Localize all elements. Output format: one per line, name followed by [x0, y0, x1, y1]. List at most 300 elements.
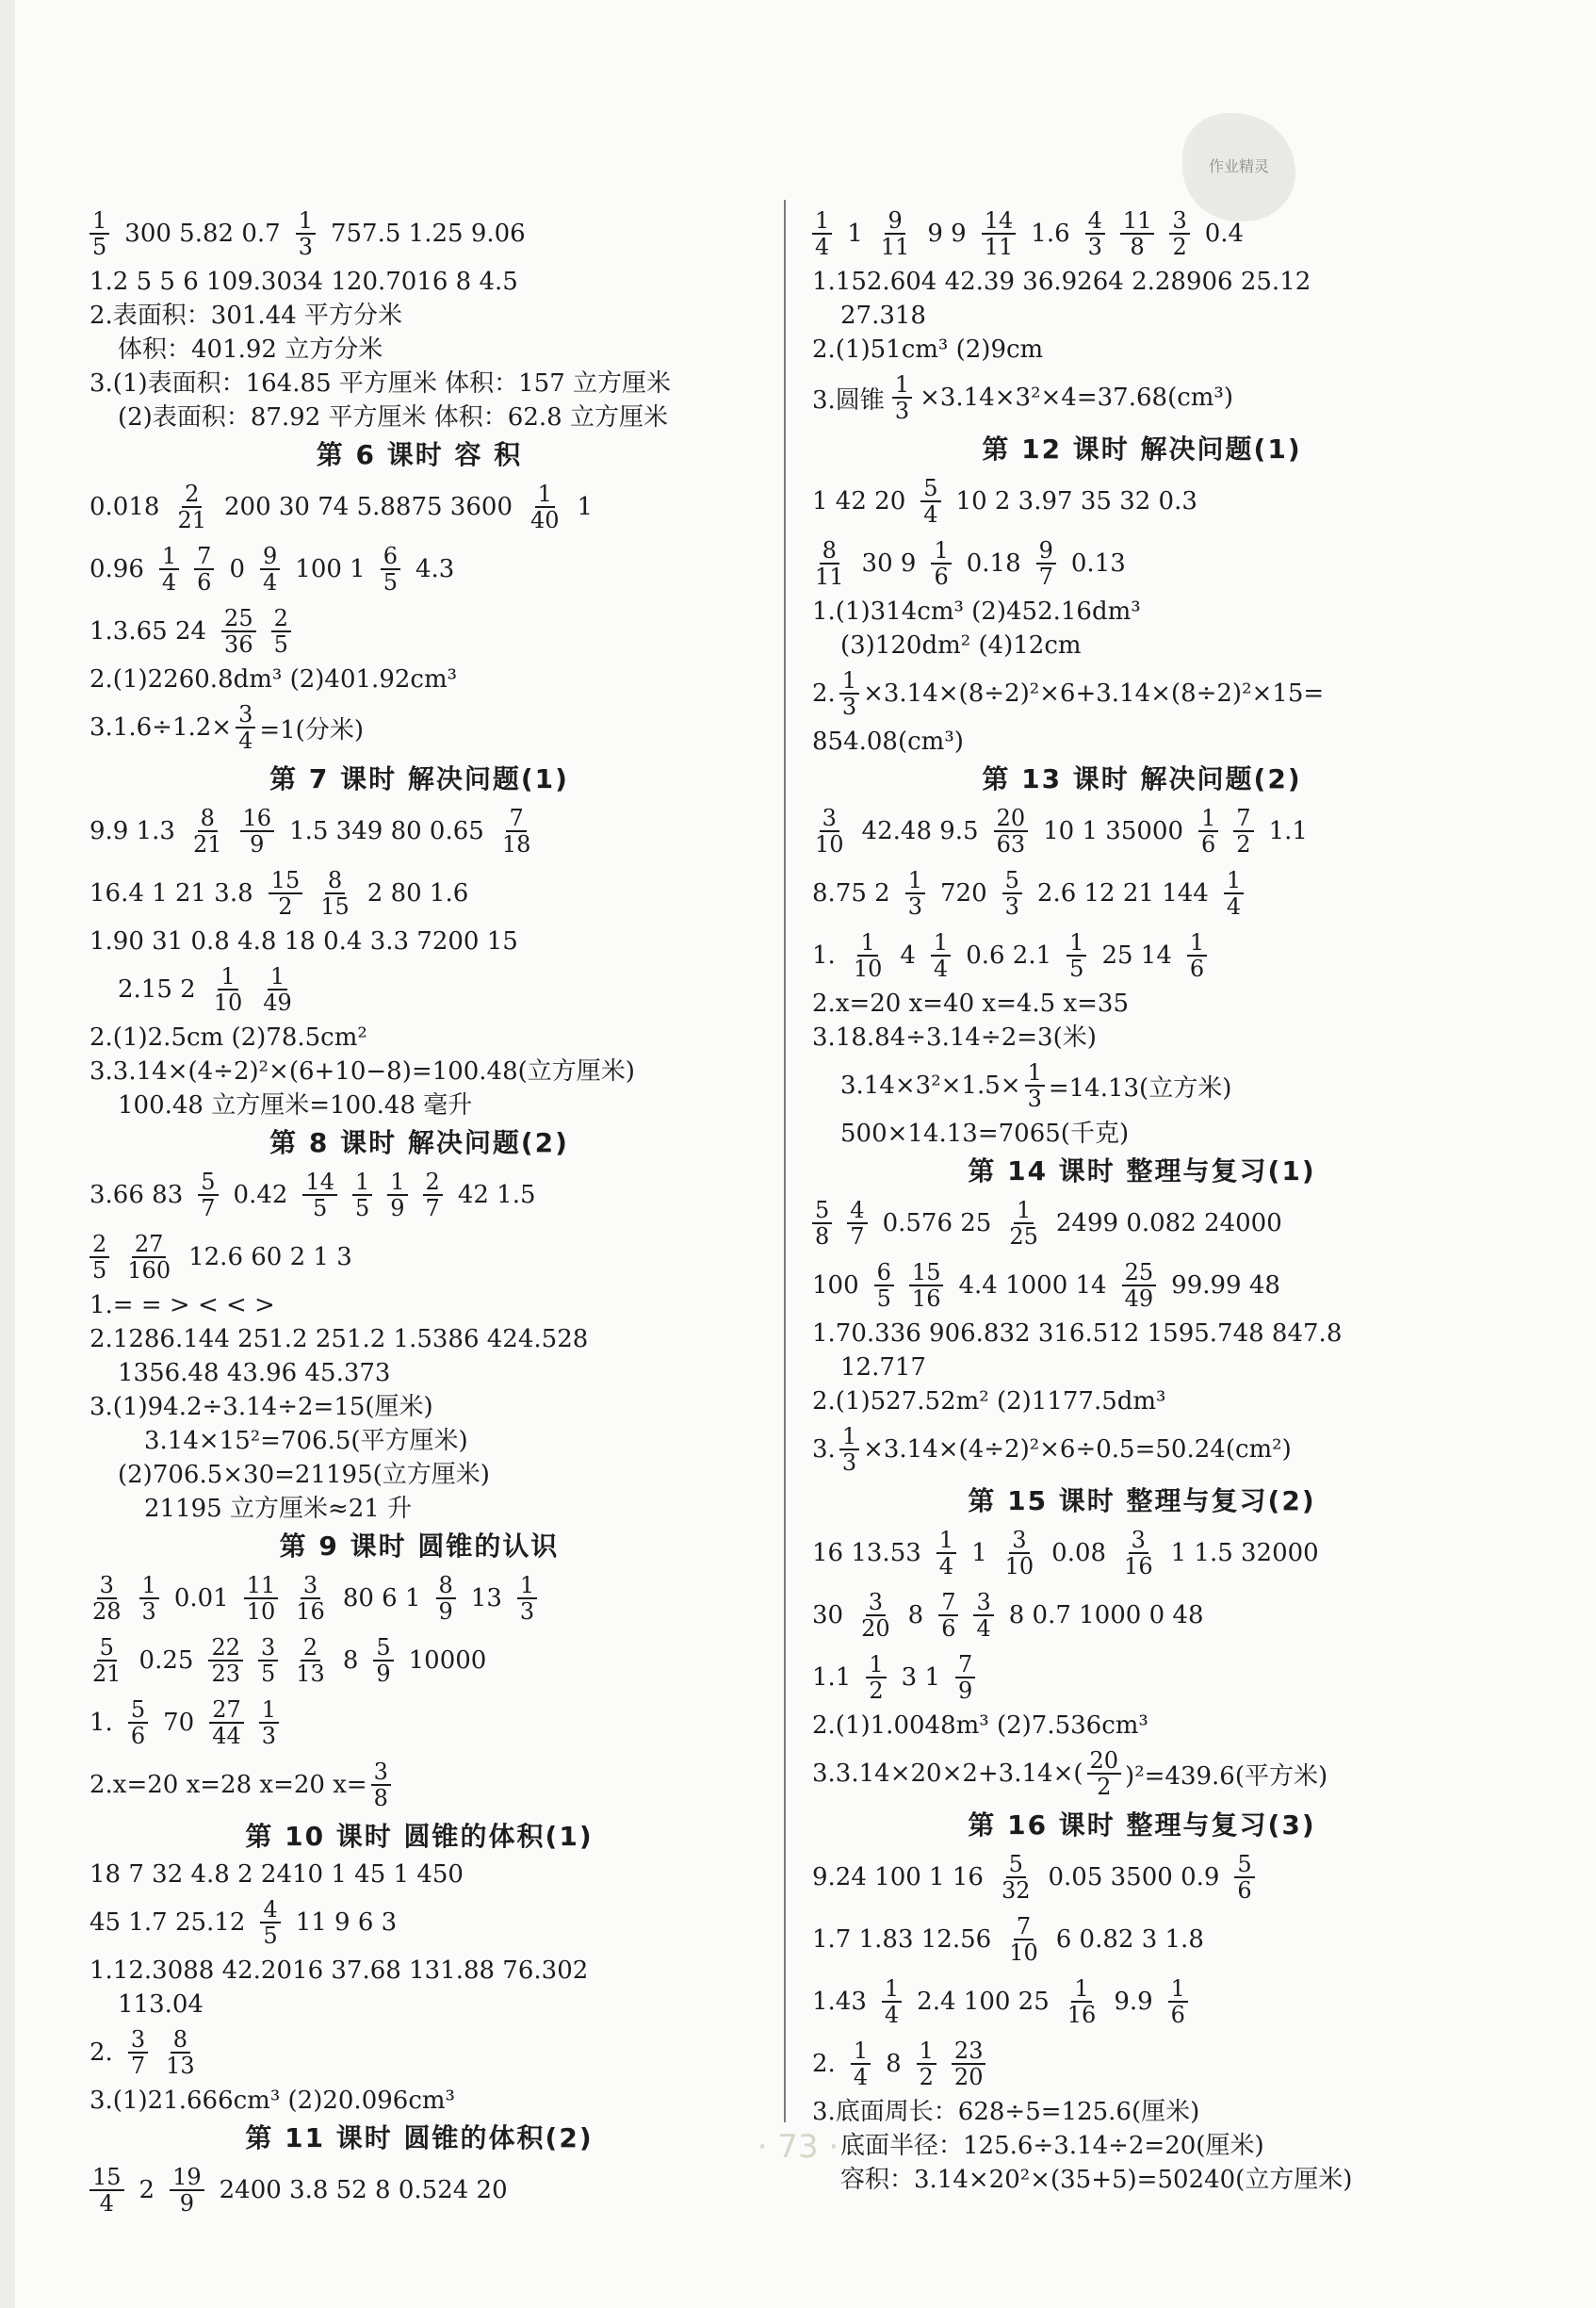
- fraction: [1224, 868, 1244, 919]
- fraction-numerator: 2: [301, 1635, 320, 1661]
- answer-text: 10000: [408, 1646, 487, 1675]
- answer-line: 3.(1)21.666cm³ (2)20.096cm³: [90, 2087, 455, 2115]
- fraction-numerator: 7: [194, 544, 214, 570]
- lesson-heading: 第 12 课时 解决问题(1): [982, 434, 1302, 465]
- fraction-numerator: 8: [198, 806, 218, 832]
- fraction: [1169, 208, 1189, 259]
- fraction: [208, 1635, 243, 1686]
- fraction-numerator: 6: [874, 1260, 894, 1286]
- lesson-heading: 第 6 课时 容 积: [316, 439, 523, 470]
- answer-text: 2.15 2: [118, 975, 196, 1004]
- fraction-denominator: 25: [1009, 1223, 1038, 1250]
- fraction-numerator: 20: [994, 806, 1029, 832]
- fraction-denominator: 10: [1009, 1940, 1038, 1966]
- answer-text: 45 1.7 25.12: [90, 1908, 246, 1937]
- fraction-denominator: 5: [1069, 956, 1084, 982]
- fraction-denominator: 6: [934, 564, 949, 590]
- answer-row: [812, 862, 1472, 925]
- answer-line: 3.(1)94.2÷3.14÷2=15(厘米): [90, 1393, 433, 1421]
- fraction-numerator: 19: [170, 2165, 204, 2191]
- fraction-numerator: 2: [90, 1232, 109, 1258]
- fraction-denominator: 6: [941, 1615, 956, 1642]
- fraction: [260, 1897, 280, 1948]
- fraction-denominator: 5: [92, 1257, 107, 1284]
- fraction-denominator: 18: [501, 831, 531, 858]
- fraction-numerator: 4: [847, 1198, 867, 1224]
- fraction-numerator: 1: [931, 930, 951, 957]
- fraction-numerator: 9: [260, 544, 280, 570]
- fraction-denominator: 3: [141, 1598, 156, 1625]
- answer-text: 1.7 1.83 12.56: [812, 1925, 992, 1954]
- fraction: [221, 606, 256, 657]
- stamp-text: 作业精灵: [1208, 157, 1269, 175]
- fraction: [1234, 1852, 1254, 1903]
- fraction-numerator: 7: [1233, 806, 1253, 832]
- fraction: [1025, 1060, 1045, 1111]
- fraction: [982, 208, 1017, 259]
- fraction-denominator: 11: [880, 234, 910, 260]
- answer-text: 1.3.65 24: [90, 617, 207, 646]
- answer-line: 2.表面积：301.44 平方分米: [90, 302, 403, 330]
- answer-line: 18 7 32 4.8 2 2410 1 45 1 450: [90, 1860, 464, 1889]
- answer-line: 27.318: [840, 302, 926, 330]
- fraction: [387, 1170, 407, 1220]
- fraction-denominator: 49: [1124, 1285, 1154, 1312]
- fraction-numerator: 2: [423, 1170, 443, 1196]
- answer-row: [90, 696, 749, 759]
- fraction-numerator: 3: [866, 1590, 886, 1616]
- lesson-heading: 第 15 课时 整理与复习(2): [968, 1485, 1316, 1516]
- answer-text: 16 13.53: [812, 1539, 921, 1567]
- fraction: [381, 544, 400, 595]
- fraction-numerator: 1: [1014, 1198, 1034, 1224]
- answer-text: 1 1.5 32000: [1170, 1539, 1319, 1567]
- fraction-numerator: 5: [812, 1198, 832, 1224]
- answer-text: 2.: [90, 2038, 113, 2067]
- fraction-numerator: 1: [535, 482, 555, 508]
- answer-text: 8: [907, 1601, 924, 1629]
- fraction: [198, 1170, 218, 1220]
- answer-row: [812, 925, 1472, 987]
- fraction-denominator: 9: [390, 1195, 405, 1221]
- fraction-denominator: 63: [996, 831, 1026, 858]
- answer-line: 1.152.604 42.39 36.9264 2.28906 25.12: [812, 268, 1311, 296]
- fraction-numerator: 1: [90, 208, 109, 235]
- fraction-numerator: 25: [1122, 1260, 1157, 1286]
- fraction-denominator: 3: [1004, 893, 1019, 920]
- fraction: [128, 2027, 148, 2078]
- fraction-denominator: 4: [161, 569, 177, 596]
- fraction-numerator: 1: [1067, 930, 1086, 957]
- answer-text: 30: [812, 1601, 844, 1629]
- answer-text: 1: [577, 493, 594, 521]
- fraction-denominator: 10: [246, 1598, 276, 1625]
- answer-text: 0.18: [966, 549, 1021, 578]
- fraction-numerator: 5: [198, 1170, 218, 1196]
- fraction-numerator: 1: [839, 1424, 859, 1450]
- fraction-numerator: 1: [812, 208, 832, 235]
- fraction-numerator: 1: [882, 1976, 902, 2003]
- fraction-numerator: 3: [236, 702, 255, 728]
- fraction-numerator: 9: [885, 208, 904, 235]
- answer-row: [812, 1192, 1472, 1254]
- answer-text: =14.13(立方米): [1048, 1073, 1232, 1103]
- answer-text: 1.: [812, 941, 836, 970]
- fraction: [318, 868, 352, 919]
- answer-text: 1.43: [812, 1988, 867, 2016]
- fraction-denominator: 3: [907, 893, 922, 920]
- fraction: [905, 868, 925, 919]
- fraction-denominator: 49: [263, 990, 292, 1016]
- fraction-denominator: 6: [1189, 956, 1205, 982]
- scan-edge: [0, 0, 15, 2308]
- fraction-denominator: 2: [278, 893, 293, 920]
- answer-line: 1.12.3088 42.2016 37.68 131.88 76.302: [90, 1956, 589, 1985]
- answer-text: 1.1: [812, 1663, 852, 1692]
- fraction-denominator: 6: [1201, 831, 1216, 858]
- fraction-denominator: 4: [1226, 893, 1242, 920]
- fraction-numerator: 1: [517, 1573, 537, 1599]
- fraction: [128, 1697, 148, 1748]
- fraction-numerator: 3: [128, 2027, 148, 2054]
- fraction: [423, 1170, 443, 1220]
- fraction: [170, 2165, 204, 2216]
- fraction: [211, 964, 246, 1015]
- answer-row: [90, 203, 749, 265]
- fraction: [293, 1635, 328, 1686]
- fraction-denominator: 7: [201, 1195, 216, 1221]
- fraction: [240, 806, 275, 857]
- fraction-denominator: 5: [273, 631, 288, 658]
- answer-text: 0.08: [1051, 1539, 1107, 1567]
- fraction-denominator: 9: [438, 1598, 453, 1625]
- fraction-numerator: 1: [857, 930, 877, 957]
- fraction-denominator: 5: [876, 1285, 891, 1312]
- answer-row: [812, 1846, 1472, 1908]
- answer-text: 3.1.6÷1.2×: [90, 713, 233, 742]
- answer-text: 70: [163, 1709, 195, 1737]
- fraction: [90, 1232, 109, 1283]
- answer-text: 100 1: [295, 555, 366, 583]
- fraction-denominator: 4: [933, 956, 949, 982]
- answer-line: 2.(1)2260.8dm³ (2)401.92cm³: [90, 665, 458, 694]
- fraction: [1067, 930, 1086, 981]
- answer-text: 4: [900, 941, 916, 970]
- fraction-numerator: 1: [1198, 806, 1218, 832]
- answer-text: 2.: [812, 679, 836, 708]
- fraction: [352, 1170, 372, 1220]
- fraction: [90, 1635, 124, 1686]
- fraction-denominator: 2: [1097, 1774, 1112, 1800]
- fraction: [194, 544, 214, 595]
- fraction: [236, 702, 255, 753]
- fraction-numerator: 3: [258, 1635, 278, 1661]
- fraction: [1006, 1914, 1041, 1965]
- fraction-denominator: 10: [213, 990, 243, 1016]
- answer-text: 9 9: [927, 220, 967, 248]
- lesson-heading: 第 9 课时 圆锥的认识: [279, 1530, 560, 1562]
- fraction: [909, 1260, 944, 1311]
- fraction: [892, 372, 912, 423]
- answer-text: 3.66 83: [90, 1181, 184, 1209]
- fraction: [1122, 1260, 1157, 1311]
- answer-line: 2.(1)2.5cm (2)78.5cm²: [90, 1023, 367, 1052]
- fraction-denominator: 10: [815, 831, 844, 858]
- fraction: [839, 668, 859, 719]
- answer-text: 4.4 1000 14: [958, 1271, 1107, 1300]
- answer-row: [812, 203, 1472, 265]
- answer-text: ×3.14×(4÷2)²×6÷0.5=50.24(cm²): [863, 1435, 1292, 1464]
- answer-text: 0.576 25: [882, 1209, 992, 1237]
- fraction: [812, 538, 847, 589]
- answer-text: 757.5 1.25 9.06: [330, 220, 526, 248]
- fraction-numerator: 22: [208, 1635, 243, 1661]
- answer-text: 9.9: [1114, 1988, 1153, 2016]
- fraction-numerator: 7: [1014, 1914, 1034, 1940]
- answer-text: 3 1: [901, 1663, 940, 1692]
- fraction: [851, 930, 886, 981]
- answer-text: 0.018: [90, 493, 160, 521]
- fraction: [1168, 1976, 1188, 2027]
- fraction-denominator: 3: [519, 1598, 535, 1625]
- fraction-denominator: 3: [298, 234, 313, 260]
- answer-text: 0.42: [233, 1181, 288, 1209]
- fraction-numerator: 8: [436, 1573, 456, 1599]
- fraction-denominator: 9: [250, 831, 265, 858]
- fraction-denominator: 3: [841, 694, 857, 720]
- fraction-denominator: 9: [958, 1678, 973, 1704]
- fraction: [866, 1652, 886, 1703]
- fraction: [920, 476, 940, 527]
- fraction: [936, 1528, 956, 1579]
- answer-row: [90, 476, 749, 538]
- answer-text: 0.01: [173, 1584, 229, 1612]
- fraction: [124, 1232, 173, 1283]
- answer-text: 2499 0.082 24000: [1055, 1209, 1282, 1237]
- answer-text: 0.4: [1204, 220, 1245, 248]
- answer-row: [90, 2022, 749, 2084]
- answer-line: 3.(1)表面积：164.85 平方厘米 体积：157 立方厘米: [90, 369, 672, 398]
- fraction-numerator: 3: [820, 806, 839, 832]
- fraction-denominator: 6: [1237, 1877, 1252, 1904]
- answer-text: 1.: [90, 1709, 113, 1737]
- answer-text: ×3.14×(8÷2)²×6+3.14×(8÷2)²×15=: [863, 679, 1325, 708]
- fraction-denominator: 2: [869, 1678, 884, 1704]
- answer-text: 3.14×3²×1.5×: [840, 1072, 1021, 1100]
- answer-text: 42.48 9.5: [861, 817, 979, 845]
- answer-line: 12.717: [840, 1353, 926, 1382]
- answer-text: 1.1: [1268, 817, 1308, 845]
- answer-text: 2 80 1.6: [366, 879, 469, 908]
- fraction-numerator: 25: [221, 606, 256, 632]
- fraction: [858, 1590, 893, 1641]
- fraction-numerator: 5: [920, 476, 940, 502]
- answer-row: [90, 800, 749, 862]
- fraction: [851, 2038, 871, 2089]
- answer-line: 21195 立方厘米≈21 升: [144, 1495, 413, 1523]
- answer-line: 底面半径：125.6÷3.14÷2=20(厘米): [840, 2132, 1264, 2160]
- lesson-heading: 第 10 课时 圆锥的体积(1): [245, 1821, 594, 1852]
- lesson-heading: 第 14 课时 整理与复习(1): [968, 1155, 1316, 1187]
- answer-text: 2.x=20 x=28 x=20 x=: [90, 1771, 367, 1799]
- answer-row: [812, 1908, 1472, 1971]
- fraction-numerator: 1: [1025, 1060, 1045, 1087]
- answer-row: [90, 1754, 749, 1816]
- fraction: [999, 1852, 1034, 1903]
- fraction-denominator: 4: [238, 728, 253, 754]
- answer-row: [90, 1692, 749, 1754]
- fraction-numerator: 7: [506, 806, 526, 832]
- answer-text: 0.96: [90, 555, 144, 583]
- fraction-numerator: 1: [259, 1697, 279, 1724]
- fraction-denominator: 11: [815, 564, 844, 590]
- fraction-denominator: 15: [320, 893, 350, 920]
- answer-text: 0.25: [138, 1646, 194, 1675]
- left-column: [90, 203, 749, 2221]
- fraction-denominator: 4: [938, 1553, 954, 1580]
- fraction-numerator: 16: [240, 806, 275, 832]
- fraction-numerator: 27: [132, 1232, 167, 1258]
- fraction: [90, 2165, 124, 2216]
- fraction-numerator: 15: [90, 2165, 124, 2191]
- fraction-denominator: 32: [1001, 1877, 1031, 1904]
- fraction: [874, 1260, 894, 1311]
- fraction: [258, 1635, 278, 1686]
- fraction-numerator: 1: [268, 964, 287, 990]
- fraction-numerator: 7: [955, 1652, 975, 1678]
- answer-text: 9.9 1.3: [90, 817, 175, 845]
- answer-row: [90, 1891, 749, 1954]
- fraction: [994, 806, 1029, 857]
- answer-line: 2.1286.144 251.2 251.2 1.5386 424.528: [90, 1325, 589, 1353]
- lesson-heading: 第 16 课时 整理与复习(3): [968, 1809, 1316, 1841]
- fraction: [90, 1573, 124, 1624]
- answer-text: 10 2 3.97 35 32 0.3: [955, 487, 1197, 516]
- fraction-denominator: 4: [853, 2064, 869, 2090]
- fraction-numerator: 1: [1224, 868, 1244, 894]
- fraction-denominator: 6: [130, 1723, 146, 1749]
- fraction-denominator: 10: [853, 956, 883, 982]
- fraction-numerator: 3: [371, 1760, 391, 1786]
- answer-row: [812, 470, 1472, 532]
- fraction-numerator: 1: [917, 2038, 936, 2065]
- fraction-denominator: 6: [197, 569, 212, 596]
- answer-row: [90, 862, 749, 925]
- answer-text: 1.6: [1031, 220, 1070, 248]
- answer-line: 500×14.13=7065(千克): [840, 1120, 1130, 1148]
- fraction: [163, 2027, 198, 2078]
- fraction-denominator: 21: [192, 831, 222, 858]
- fraction-numerator: 5: [1002, 868, 1022, 894]
- answer-line: 1.70.336 906.832 316.512 1595.748 847.8: [812, 1319, 1343, 1348]
- fraction: [244, 1573, 279, 1624]
- fraction-denominator: 160: [127, 1257, 171, 1284]
- fraction-numerator: 5: [1234, 1852, 1254, 1878]
- fraction: [499, 806, 534, 857]
- fraction: [955, 1652, 975, 1703]
- answer-text: 0.13: [1070, 549, 1126, 578]
- answer-row: [812, 367, 1472, 429]
- fraction: [302, 1170, 337, 1220]
- fraction-numerator: 1: [159, 544, 179, 570]
- fraction: [190, 806, 225, 857]
- answer-row: [90, 1164, 749, 1226]
- answer-row: [812, 1971, 1472, 2033]
- fraction-denominator: 5: [354, 1195, 370, 1221]
- fraction: [528, 482, 562, 532]
- fraction-numerator: 8: [325, 868, 345, 894]
- answer-line: 2.(1)527.52m² (2)1177.5dm³: [812, 1387, 1166, 1416]
- fraction-numerator: 3: [973, 1590, 993, 1616]
- answer-text: 0.05 3500 0.9: [1048, 1863, 1220, 1891]
- answer-text: 1.5 349 80 0.65: [289, 817, 484, 845]
- fraction-numerator: 1: [931, 538, 951, 565]
- fraction-denominator: 20: [953, 2064, 984, 2090]
- fraction-numerator: 5: [128, 1697, 148, 1724]
- fraction-numerator: 2: [182, 482, 202, 508]
- answer-text: 30 9: [861, 549, 917, 578]
- fraction: [1121, 1528, 1156, 1579]
- fraction: [1085, 208, 1105, 259]
- fraction-numerator: 8: [171, 2027, 190, 2054]
- fraction: [373, 1635, 393, 1686]
- fraction: [812, 1198, 832, 1249]
- fraction-denominator: 7: [425, 1195, 440, 1221]
- fraction: [1233, 806, 1253, 857]
- fraction-numerator: 14: [982, 208, 1017, 235]
- fraction: [812, 208, 832, 259]
- answer-text: 2.: [812, 2050, 836, 2078]
- fraction-denominator: 3: [261, 1723, 277, 1749]
- answer-row: [90, 958, 749, 1021]
- answer-text: 42 1.5: [457, 1181, 536, 1209]
- answer-text: 2.6 12 21 144: [1036, 879, 1209, 908]
- fraction-numerator: 15: [269, 868, 303, 894]
- fraction-denominator: 2: [919, 2064, 934, 2090]
- answer-text: =1(分米): [259, 715, 364, 745]
- fraction-denominator: 16: [296, 1598, 325, 1625]
- answer-row: [812, 1646, 1472, 1709]
- fraction: [90, 208, 109, 259]
- fraction-numerator: 1: [936, 1528, 956, 1554]
- answer-text: 1: [847, 220, 863, 248]
- fraction-denominator: 9: [376, 1661, 391, 1687]
- answer-text: 1 42 20: [812, 487, 906, 516]
- fraction: [1002, 1528, 1037, 1579]
- answer-text: 0.6 2.1: [966, 941, 1052, 970]
- fraction: [293, 1573, 328, 1624]
- answer-text: 13: [470, 1584, 502, 1612]
- answer-text: 8.75 2: [812, 879, 890, 908]
- fraction-denominator: 13: [296, 1661, 325, 1687]
- answer-row: [812, 1743, 1472, 1805]
- answer-line: 113.04: [118, 1990, 204, 2019]
- fraction: [1087, 1748, 1122, 1799]
- answer-text: 200 30 74 5.8875 3600: [223, 493, 513, 521]
- answer-text: 6 0.82 3 1.8: [1055, 1925, 1204, 1954]
- answer-text: 9.24 100 1 16: [812, 1863, 984, 1891]
- fraction: [931, 930, 951, 981]
- answer-text: 2400 3.8 52 8 0.524 20: [219, 2176, 508, 2204]
- answer-row: [90, 1226, 749, 1288]
- fraction-denominator: 20: [861, 1615, 890, 1642]
- fraction: [271, 606, 291, 657]
- answer-row: [812, 1254, 1472, 1317]
- fraction-numerator: 1: [1071, 1976, 1091, 2003]
- answer-line: (3)120dm² (4)12cm: [840, 631, 1082, 660]
- fraction-numerator: 1: [892, 372, 912, 399]
- fraction: [260, 544, 280, 595]
